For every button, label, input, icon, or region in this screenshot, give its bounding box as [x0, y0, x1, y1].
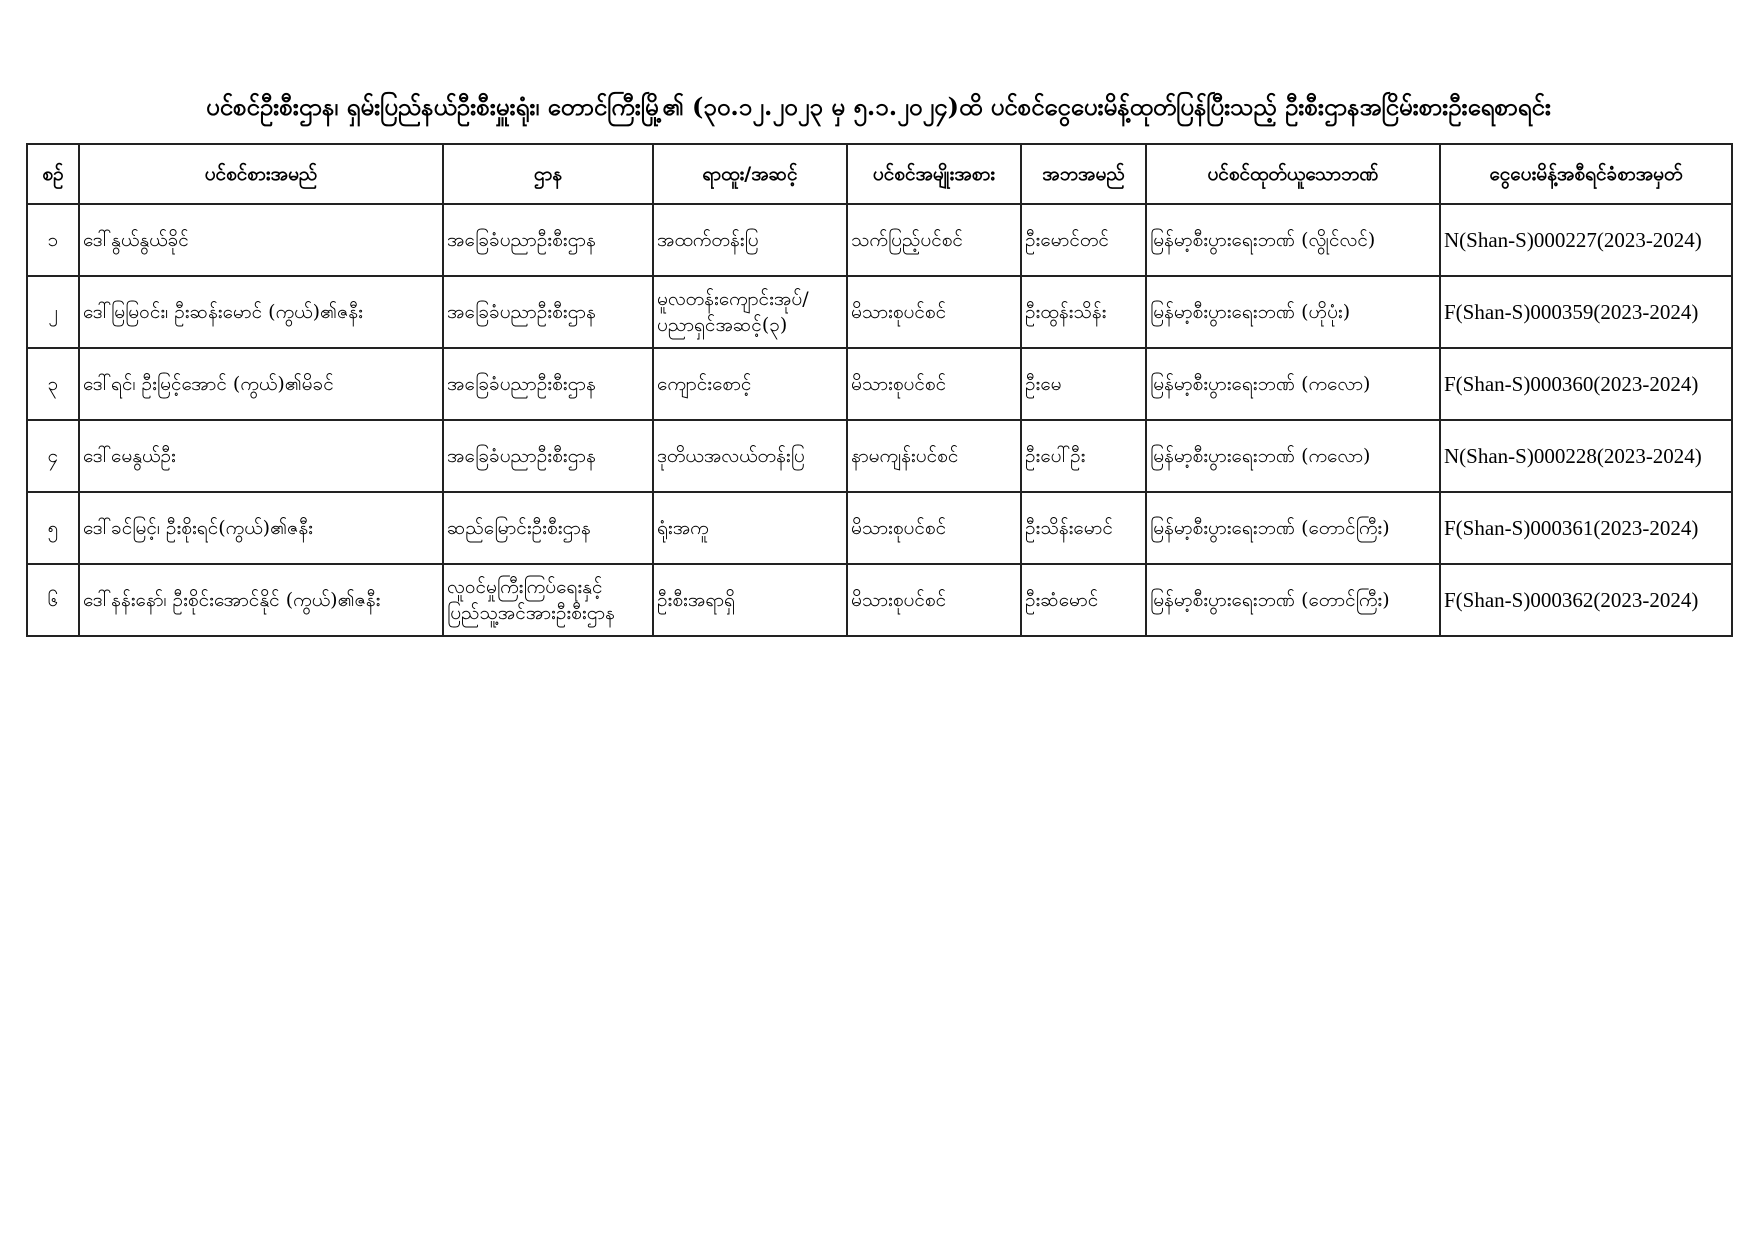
cell-serial: ၄ — [27, 420, 79, 492]
cell-rank — [653, 564, 847, 636]
cell-department — [443, 564, 653, 636]
table-row — [27, 204, 1732, 276]
cell-pension-type: မိသားစုပင်စင် — [847, 348, 1021, 420]
pensioner-table — [26, 143, 1733, 637]
cell-bank: မြန်မာ့စီးပွားရေးဘဏ် (တောင်ကြီး) — [1146, 564, 1440, 636]
cell-bank: မြန်မာ့စီးပွားရေးဘဏ် (လွိုင်လင်) — [1146, 204, 1440, 276]
cell-father-name: ဦးပေါ်ဦး — [1021, 420, 1146, 492]
cell-department-line-1: အခြေခံပညာဦးစီးဌာန — [447, 445, 596, 467]
cell-department-line-1: အခြေခံပညာဦးစီးဌာန — [447, 373, 596, 395]
cell-pensioner-name: ဒေါ်ရင်၊ ဦးမြင့်အောင် (ကွယ်)၏မိခင် — [79, 348, 443, 420]
cell-father-name: ဦးမောင်တင် — [1021, 204, 1146, 276]
cell-serial: ၃ — [27, 348, 79, 420]
header-serial: စဉ် — [27, 144, 79, 204]
cell-rank — [653, 348, 847, 420]
cell-pensioner-name: ဒေါ်မြမြဝင်း၊ ဦးဆန်းမောင် (ကွယ်)၏ဇနီး — [79, 276, 443, 348]
cell-pension-type: မိသားစုပင်စင် — [847, 564, 1021, 636]
cell-department-line-2: ပြည်သူ့အင်အားဦးစီးဌာန — [447, 602, 615, 624]
header-pensioner-name: ပင်စင်စားအမည် — [79, 144, 443, 204]
cell-serial: ၆ — [27, 564, 79, 636]
cell-pension-type: မိသားစုပင်စင် — [847, 492, 1021, 564]
table-row — [27, 348, 1732, 420]
header-bank: ပင်စင်ထုတ်ယူသောဘဏ် — [1146, 144, 1440, 204]
cell-department — [443, 276, 653, 348]
header-pension-type: ပင်စင်အမျိုးအစား — [847, 144, 1021, 204]
cell-order-ref: N(Shan-S)000228(2023-2024) — [1440, 420, 1732, 492]
cell-father-name: ဦးထွန်းသိန်း — [1021, 276, 1146, 348]
cell-order-ref: N(Shan-S)000227(2023-2024) — [1440, 204, 1732, 276]
cell-rank-line-1: ရုံးအကူ — [657, 517, 709, 539]
table-header-row — [27, 144, 1732, 204]
cell-father-name: ဦးဆံမောင် — [1021, 564, 1146, 636]
cell-department — [443, 204, 653, 276]
cell-department — [443, 492, 653, 564]
table-row — [27, 492, 1732, 564]
cell-pension-type: နာမကျန်းပင်စင် — [847, 420, 1021, 492]
cell-department-line-1: ဆည်မြောင်းဦးစီးဌာန — [447, 517, 591, 539]
cell-order-ref: F(Shan-S)000362(2023-2024) — [1440, 564, 1732, 636]
cell-pensioner-name: ဒေါ်နွယ်နွယ်ခိုင် — [79, 204, 443, 276]
cell-rank-line-2: ပညာရှင်အဆင့်(၃) — [657, 314, 788, 336]
header-department: ဌာန — [443, 144, 653, 204]
cell-order-ref: F(Shan-S)000360(2023-2024) — [1440, 348, 1732, 420]
cell-rank — [653, 492, 847, 564]
table-row — [27, 564, 1732, 636]
cell-department-line-1: လူဝင်မှုကြီးကြပ်ရေးနှင့် — [447, 576, 603, 598]
header-father-name: အဘအမည် — [1021, 144, 1146, 204]
page-title: ပင်စင်ဦးစီးဌာန၊ ရှမ်းပြည်နယ်ဦးစီးမှူးရုံး၊ တောင်ကြီးမြို့၏ (၃၀.၁၂.၂၀၂၃ မှ ၅.၁.၂၀၂၄)ထိ ပင်စင်ငွေပေးမိန့်ထုတ်ပြန်ပြီးသည့် ဦးစီးဌာနအငြိမ်းစားဦးရေစာရင်း — [206, 92, 1551, 121]
cell-bank: မြန်မာ့စီးပွားရေးဘဏ် (ကလော) — [1146, 420, 1440, 492]
cell-department — [443, 348, 653, 420]
cell-department-line-1: အခြေခံပညာဦးစီးဌာန — [447, 229, 596, 251]
cell-serial: ၂ — [27, 276, 79, 348]
cell-pension-type: သက်ပြည့်ပင်စင် — [847, 204, 1021, 276]
header-rank: ရာထူး/အဆင့် — [653, 144, 847, 204]
cell-rank-line-1: မူလတန်းကျောင်းအုပ်/ — [657, 288, 809, 310]
table-row — [27, 420, 1732, 492]
cell-order-ref: F(Shan-S)000359(2023-2024) — [1440, 276, 1732, 348]
cell-pension-type: မိသားစုပင်စင် — [847, 276, 1021, 348]
cell-bank: မြန်မာ့စီးပွားရေးဘဏ် (ဟိုပုံး) — [1146, 276, 1440, 348]
cell-bank: မြန်မာ့စီးပွားရေးဘဏ် (ကလော) — [1146, 348, 1440, 420]
cell-pensioner-name: ဒေါ်မေနွယ်ဦး — [79, 420, 443, 492]
cell-rank — [653, 204, 847, 276]
header-order-ref: ငွေပေးမိန့်အစီရင်ခံစာအမှတ် — [1440, 144, 1732, 204]
cell-rank — [653, 276, 847, 348]
cell-rank — [653, 420, 847, 492]
cell-father-name: ဦးမေ — [1021, 348, 1146, 420]
cell-serial: ၁ — [27, 204, 79, 276]
cell-rank-line-1: ဦးစီးအရာရှိ — [657, 589, 735, 611]
cell-rank-line-1: ကျောင်းစောင့် — [657, 373, 752, 395]
cell-order-ref: F(Shan-S)000361(2023-2024) — [1440, 492, 1732, 564]
table-row — [27, 276, 1732, 348]
cell-pensioner-name: ဒေါ်နန်းနော်၊ ဦးစိုင်းအောင်နိုင် (ကွယ်)၏ဇနီး — [79, 564, 443, 636]
cell-department — [443, 420, 653, 492]
cell-pensioner-name: ဒေါ်ခင်မြင့်၊ ဦးစိုးရင်(ကွယ်)၏ဇနီး — [79, 492, 443, 564]
cell-father-name: ဦးသိန်းမောင် — [1021, 492, 1146, 564]
cell-department-line-1: အခြေခံပညာဦးစီးဌာန — [447, 301, 596, 323]
cell-rank-line-1: အထက်တန်းပြ — [657, 229, 759, 251]
cell-serial: ၅ — [27, 492, 79, 564]
cell-rank-line-1: ဒုတိယအလယ်တန်းပြ — [657, 445, 805, 467]
cell-bank: မြန်မာ့စီးပွားရေးဘဏ် (တောင်ကြီး) — [1146, 492, 1440, 564]
